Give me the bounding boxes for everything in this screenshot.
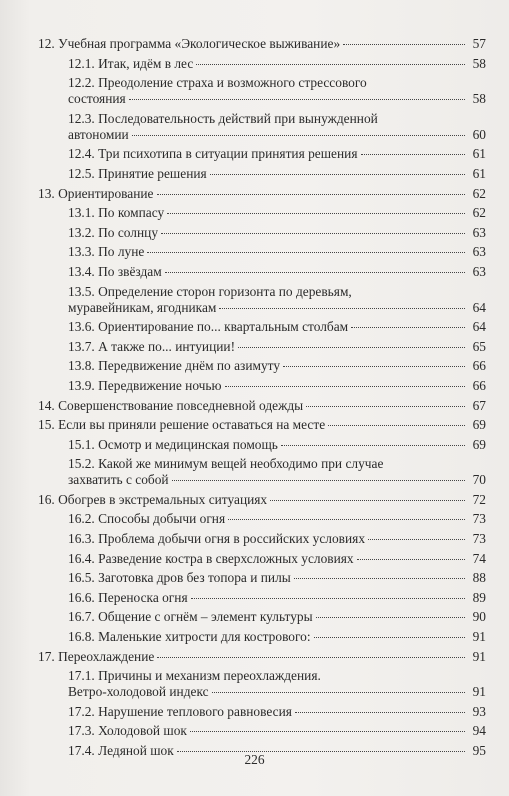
- toc-entry-page: 69: [472, 436, 486, 452]
- toc-entry: [38, 146, 486, 162]
- toc-entry: [38, 56, 486, 72]
- toc-entry: [38, 668, 486, 700]
- dot-leader: [281, 445, 465, 446]
- toc-entry-title: 12.4. Три психотипа в ситуации принятия решения: [68, 146, 358, 162]
- toc-entry-page: 95: [472, 743, 486, 758]
- toc-entry-page: 66: [472, 377, 486, 393]
- dot-leader: [157, 194, 465, 195]
- toc-entry-page: 57: [472, 36, 486, 51]
- toc-entry: [38, 205, 486, 221]
- toc-entry-title: Ветро-холодовой индекс: [68, 684, 209, 700]
- toc-entry-title: муравейникам, ягодникам: [68, 299, 217, 315]
- toc-entry-page: 66: [472, 358, 486, 374]
- toc-entry-title: 13.1. По компасу: [68, 205, 165, 221]
- toc-entry-title: 13.2. По солнцу: [68, 224, 159, 240]
- toc-entry: [38, 531, 486, 547]
- toc-entry-page: 73: [472, 531, 486, 547]
- dot-leader: [228, 519, 465, 520]
- toc-entry: [38, 511, 486, 527]
- toc-entry-page: 63: [472, 224, 486, 240]
- toc-entry-title: 16.4. Разведение костра в сверхсложных условиях: [68, 550, 354, 566]
- toc-entry-title: 16.2. Способы добычи огня: [68, 511, 226, 527]
- toc-entry-title: 14. Совершенствование повседневной одежды: [38, 397, 304, 413]
- dot-leader: [238, 347, 465, 348]
- toc-entry-page: 64: [472, 319, 486, 335]
- toc-entry: [38, 358, 486, 374]
- toc-entry-title: автономии: [68, 126, 129, 142]
- toc-entry-title: 15.1. Осмотр и медицинская помощь: [68, 436, 278, 452]
- dot-leader: [295, 712, 465, 713]
- toc-entry-page: 70: [472, 472, 486, 488]
- toc-entry: [38, 284, 486, 316]
- dot-leader: [306, 406, 465, 407]
- toc-entry: [38, 551, 486, 567]
- toc-entry-title: захватить с собой: [68, 472, 169, 488]
- toc-entry: [38, 570, 486, 586]
- toc-entry: [38, 398, 486, 414]
- dot-leader: [191, 598, 465, 599]
- toc-entry-title: 17.2. Нарушение теплового равновесия: [68, 703, 292, 719]
- toc-entry-page: 69: [472, 417, 486, 433]
- dot-leader: [132, 135, 465, 136]
- dot-leader: [196, 64, 465, 65]
- toc-entry-title: 12. Учебная программа «Экологическое выживание»: [38, 36, 341, 51]
- dot-leader: [165, 272, 465, 273]
- toc-entry: [38, 36, 486, 52]
- toc-entry: [38, 417, 486, 433]
- toc-entry-title: 12.3. Последовательность действий при вынужденной: [68, 110, 378, 126]
- dot-leader: [343, 44, 465, 45]
- toc-entry-title: 17.4. Ледяной шок: [68, 743, 174, 758]
- toc-entry-title: 16.5. Заготовка дров без топора и пилы: [68, 570, 291, 586]
- toc-entry-title: состояния: [68, 91, 126, 107]
- dot-leader: [129, 99, 465, 100]
- toc-entry-title: 13.5. Определение сторон горизонта по деревьям,: [68, 283, 352, 299]
- toc-entry: [38, 75, 486, 107]
- toc-entry: [38, 492, 486, 508]
- toc-entry-page: 89: [472, 589, 486, 605]
- toc-entry-page: 94: [472, 723, 486, 739]
- toc-entry: [38, 456, 486, 488]
- toc-entry-page: 61: [472, 165, 486, 181]
- toc-entry: [38, 723, 486, 739]
- toc-entry-page: 63: [472, 263, 486, 279]
- page-number: 226: [244, 752, 265, 767]
- dot-leader: [219, 308, 465, 309]
- toc-entry-title: 16.6. Переноска огня: [68, 589, 188, 605]
- dot-leader: [190, 731, 465, 732]
- toc-entry-title: 13.6. Ориентирование по... квартальным столбам: [68, 319, 349, 335]
- toc-entry-page: 88: [472, 570, 486, 586]
- toc-entry-title: 17.1. Причины и механизм переохлаждения.: [68, 668, 321, 684]
- toc-entry-page: 61: [472, 146, 486, 162]
- toc-entry: [38, 649, 486, 665]
- toc-entry: [38, 111, 486, 143]
- dot-leader: [314, 637, 465, 638]
- toc-entry: [38, 590, 486, 606]
- toc-entry-title: 13.7. А также по... интуиции!: [68, 338, 236, 354]
- dot-leader: [351, 327, 465, 328]
- toc-entry: [38, 166, 486, 182]
- dot-leader: [361, 154, 466, 155]
- toc-entry: [38, 704, 486, 720]
- toc-entry-page: 62: [472, 185, 486, 201]
- table-of-contents: [38, 36, 486, 763]
- dot-leader: [294, 578, 465, 579]
- toc-entry: [38, 609, 486, 625]
- toc-entry-title: 13.4. По звёздам: [68, 263, 162, 279]
- toc-entry: [38, 319, 486, 335]
- toc-entry-title: 13.3. По луне: [68, 244, 145, 260]
- toc-entry-title: 12.1. Итак, идём в лес: [68, 55, 194, 71]
- toc-entry-title: 15.2. Какой же минимум вещей необходимо при случае: [68, 456, 384, 472]
- dot-leader: [147, 252, 465, 253]
- toc-entry-page: 60: [472, 126, 486, 142]
- toc-entry-title: 16.8. Маленькие хитрости для кострового:: [68, 629, 311, 645]
- toc-entry: [38, 186, 486, 202]
- toc-entry-title: 13.9. Передвижение ночью: [68, 377, 222, 393]
- dot-leader: [316, 617, 465, 618]
- dot-leader: [157, 657, 465, 658]
- dot-leader: [167, 213, 465, 214]
- dot-leader: [212, 692, 465, 693]
- toc-entry-title: 16.7. Общение с огнём – элемент культуры: [68, 609, 313, 625]
- toc-entry-title: 13.8. Передвижение днём по азимуту: [68, 358, 281, 374]
- toc-entry-page: 91: [472, 629, 486, 645]
- toc-entry: [38, 244, 486, 260]
- dot-leader: [161, 233, 465, 234]
- dot-leader: [210, 174, 465, 175]
- toc-entry-page: 91: [472, 684, 486, 700]
- toc-entry-page: 63: [472, 244, 486, 260]
- toc-entry-page: 62: [472, 205, 486, 221]
- toc-entry-page: 73: [472, 511, 486, 527]
- dot-leader: [357, 559, 465, 560]
- dot-leader: [172, 480, 465, 481]
- toc-entry-title: 17.3. Холодовой шок: [68, 723, 187, 739]
- toc-entry-title: 17. Переохлаждение: [38, 648, 155, 664]
- toc-entry: [38, 629, 486, 645]
- toc-entry-title: 12.5. Принятие решения: [68, 165, 207, 181]
- toc-entry-page: 72: [472, 491, 486, 507]
- toc-entry-page: 91: [472, 648, 486, 664]
- toc-entry-title: 15. Если вы приняли решение оставаться на месте: [38, 417, 326, 433]
- dot-leader: [328, 425, 465, 426]
- toc-entry: [38, 264, 486, 280]
- dot-leader: [283, 366, 465, 367]
- toc-entry: [38, 378, 486, 394]
- dot-leader: [368, 539, 465, 540]
- toc-entry-title: 12.2. Преодоление страха и возможного стрессового: [68, 75, 367, 91]
- toc-entry-title: 13. Ориентирование: [38, 185, 154, 201]
- toc-entry-page: 58: [472, 55, 486, 71]
- toc-entry-page: 65: [472, 338, 486, 354]
- toc-entry: [38, 339, 486, 355]
- toc-entry-title: 16.3. Проблема добычи огня в российских условиях: [68, 531, 366, 547]
- toc-entry-title: 16. Обогрев в экстремальных ситуациях: [38, 491, 268, 507]
- toc-entry-page: 90: [472, 609, 486, 625]
- dot-leader: [270, 500, 465, 501]
- toc-entry-page: 74: [472, 550, 486, 566]
- toc-entry-page: 58: [472, 91, 486, 107]
- dot-leader: [225, 386, 465, 387]
- toc-entry: [38, 437, 486, 453]
- toc-entry: [38, 225, 486, 241]
- toc-entry-page: 64: [472, 299, 486, 315]
- toc-entry-page: 67: [472, 397, 486, 413]
- toc-entry-page: 93: [472, 703, 486, 719]
